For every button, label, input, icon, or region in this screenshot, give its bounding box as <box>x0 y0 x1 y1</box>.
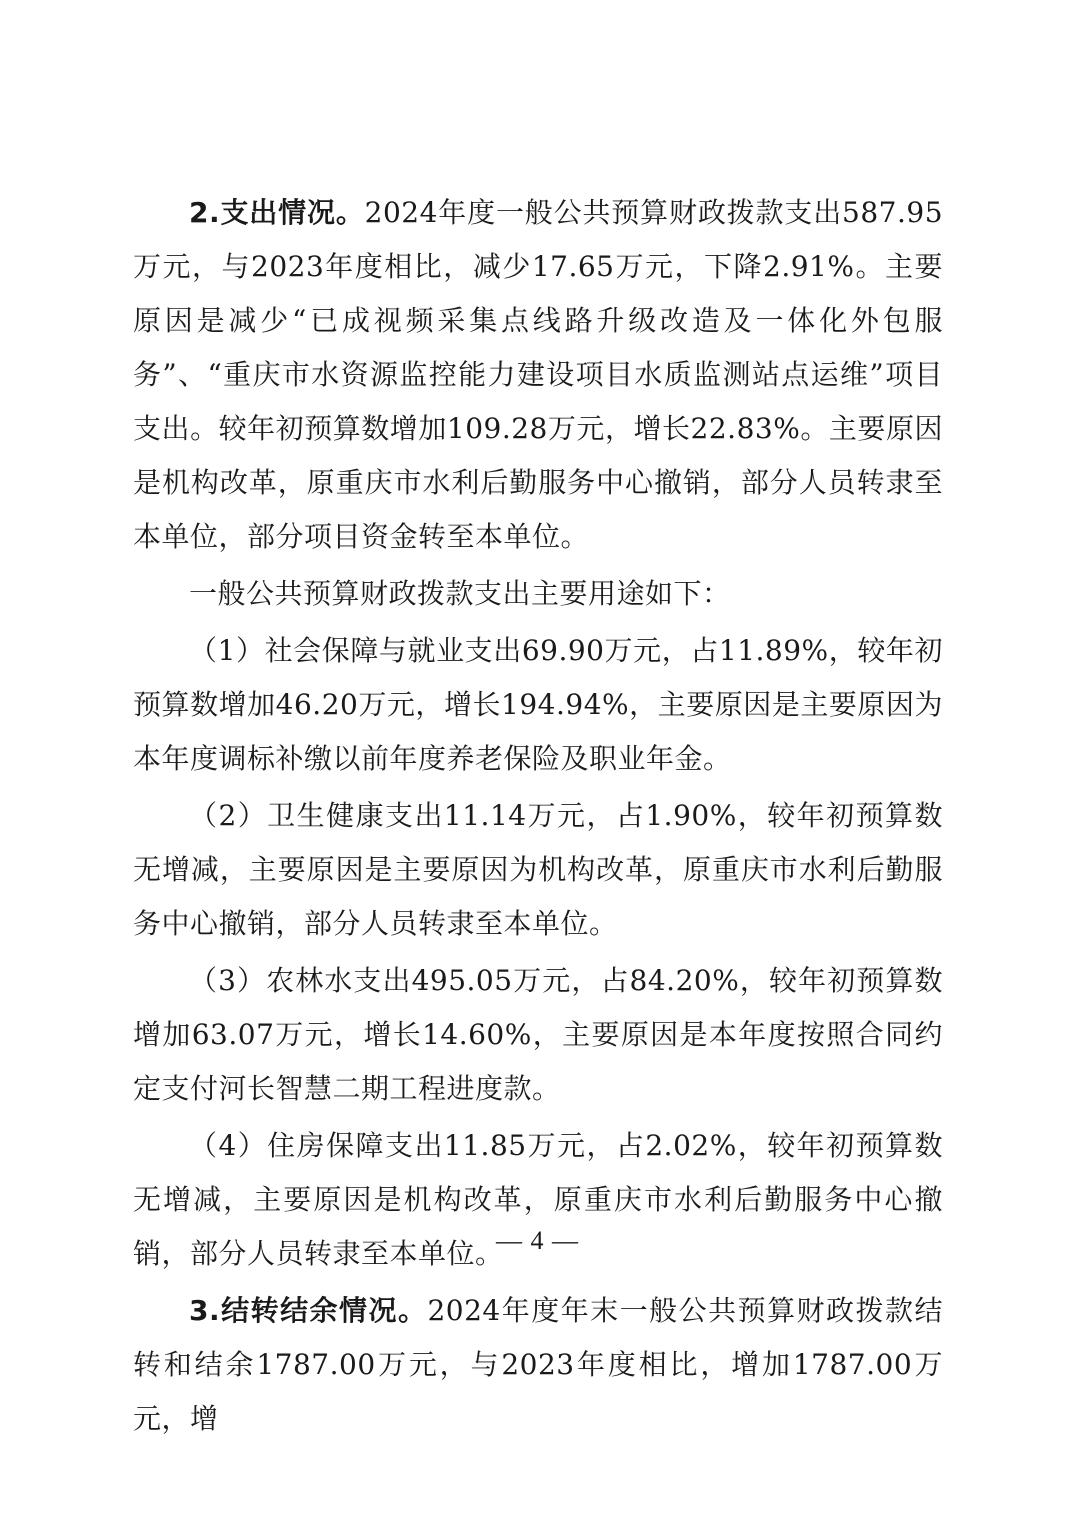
section-2-text: 2024年度一般公共预算财政拨款支出587.95万元，与2023年度相比，减少17.65万元，下降2.91%。主要原因是减少“已成视频采集点线路升级改造及一体化外包服务”、“重庆市水资源监控能力建设项目水质监测站点运维”项目支出。较年初预算数增加109.28万元，增长22.83%。主要原因是机构改革，原重庆市水利后勤服务中心撤销，部分人员转隶至本单位，部分项目资金转至本单位。 <box>133 196 944 553</box>
use-item-housing: （4）住房保障支出11.85万元，占2.02%，较年初预算数无增减，主要原因是机构改革，原重庆市水利后勤服务中心撤销，部分人员转隶至本单位。 <box>133 1129 943 1270</box>
section-3-heading: 3.结转结余情况。 <box>189 1294 428 1327</box>
use-item-health: （2）卫生健康支出11.14万元，占1.90%，较年初预算数无增减，主要原因是主要原因为机构改革，原重庆市水利后勤服务中心撤销，部分人员转隶至本单位。 <box>133 799 943 940</box>
page-number: — 4 — <box>496 1226 579 1255</box>
uses-intro: 一般公共预算财政拨款支出主要用途如下： <box>189 577 731 610</box>
section-2-paragraph <box>133 186 943 564</box>
section-3-text: 2024年度年末一般公共预算财政拨款结转和结余1787.00万元，与2023年度相比，增加1787.00万元，增 <box>133 1294 943 1435</box>
section-3-paragraph <box>133 1284 943 1446</box>
section-2-heading: 2.支出情况。 <box>189 196 365 229</box>
document-body <box>133 186 943 1449</box>
use-item-social-security: （1）社会保障与就业支出69.90万元，占11.89%，较年初预算数增加46.20万元，增长194.94%，主要原因是主要原因为本年度调标补缴以前年度养老保险及职业年金。 <box>133 634 943 775</box>
use-item-agriculture-water: （3）农林水支出495.05万元，占84.20%，较年初预算数增加63.07万元，增长14.60%，主要原因是本年度按照合同约定支付河长智慧二期工程进度款。 <box>133 964 943 1105</box>
